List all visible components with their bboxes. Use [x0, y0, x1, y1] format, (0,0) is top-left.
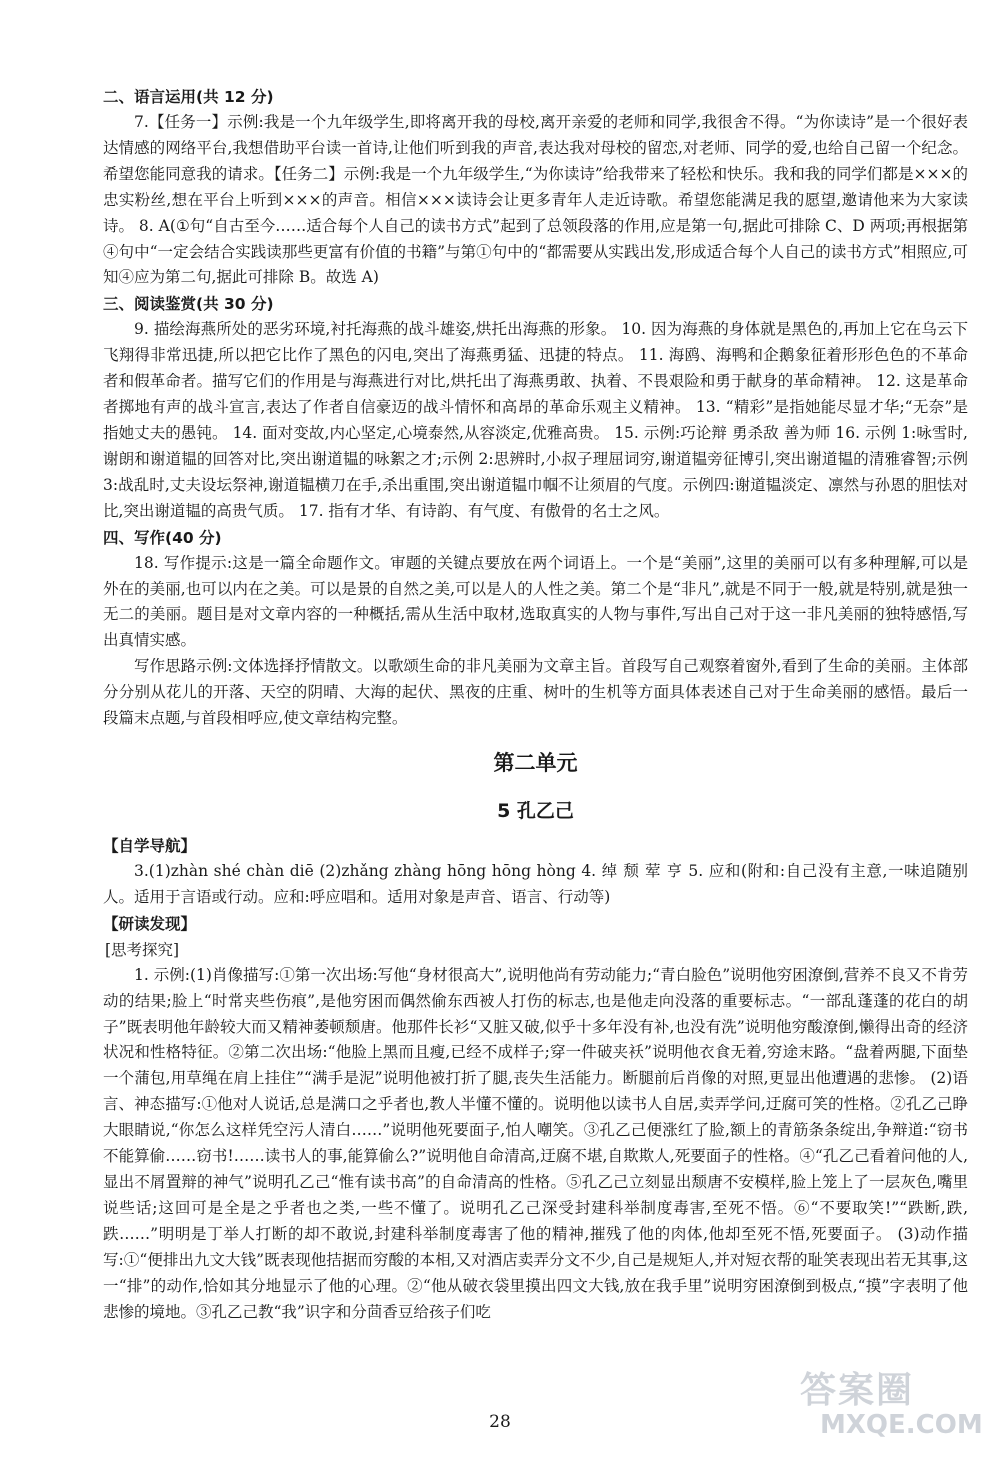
paragraph: 1. 示例:(1)肖像描写:①第一次出场:写他“身材很高大”,说明他尚有劳动能力;“青白脸色”说明他穷困潦倒,营养不良又不肯劳动的结果;脸上“时常夹些伤痕”,是他穷困而偶然偷东西被人打伤的标志,也是他走向没落的重要标志。“一部乱蓬蓬的花白的胡子”既表明他年龄较大而又精神萎顿颓唐。他那件长衫“又脏又破,似乎十多年没有补,也没有洗”说明他穷酸潦倒,懒得出奇的经济状况和性格特征。②第二次出场:“他脸上黑而且瘦,已经不成样子;穿一件破夹袄”说明他衣食无着,穷途末路。“盘着两腿,下面垫一个蒲包,用草绳在肩上挂住”“满手是泥”说明他被打折了腿,丧失生活能力。断腿前后肖像的对照,更显出他遭遇的悲惨。 (2)语言、神态描写:①他对人说话,总是满口之乎者也,教人半懂不懂的。说明他以读书人自居,卖弄学问,迂腐可笑的性格。②孔乙己睁大眼睛说,“你怎么这样凭空污人清白……”说明他死要面子,怕人嘲笑。③孔乙己便涨红了脸,额上的青筋条条绽出,争辩道:“窃书不能算偷……窃书!……读书人的事,能算偷么?”说明他自命清高,迂腐不堪,自欺欺人,死要面子的性格。④“孔乙己看着问他的人,显出不屑置辩的神气”说明孔乙己“惟有读书高”的自命清高的性格。⑤孔乙己立刻显出颓唐不安模样,脸上笼上了一层灰色,嘴里说些话;这回可是全是之乎者也之类,一些不懂了。说明孔乙己深受封建科举制度毒害,至死不悟。⑥“不要取笑!”“跌断,跌,跌……”明明是丁举人打断的却不敢说,封建科举制度毒害了他的精神,摧残了他的肉体,他却至死不悟,死要面子。 (3)动作描写:①“便排出九文大钱”既表现他拮据而穷酸的本相,又对酒店卖弄分文不少,自己是规矩人,并对短衣帮的耻笑表现出若无其事,这一“排”的动作,恰如其分地显示了他的心理。②“他从破衣袋里摸出四文大钱,放在我手里”说明穷困潦倒到极点,“摸”字表明了他悲惨的境地。③孔乙己教“我”识字和分茴香豆给孩子们吃 — [103, 965, 968, 1321]
lesson-title: 5 孔乙己 — [497, 799, 574, 822]
watermark-url: MXQE.COM — [820, 1410, 983, 1440]
self-study-heading: 【自学导航】 — [103, 836, 197, 855]
research-subheading: [思考探究] — [105, 940, 180, 959]
paragraph: 3.(1)zhàn shé chàn diē (2)zhǎng zhàng hōng hōng hòng 4. 绰 颓 荤 亨 5. 应和(附和:自己没有主意,一味追随别人。适用于言语或行动。应和:呼应唱和。适用对象是声音、语言、行动等) — [103, 861, 968, 906]
section-heading-language: 二、语言运用(共 12 分) — [103, 88, 274, 106]
research-heading: 【研读发现】 — [103, 914, 197, 933]
watermark-logo — [800, 1362, 992, 1450]
watermark-brand: 答案圈 — [800, 1370, 915, 1411]
page-content — [103, 84, 968, 1325]
section-heading-reading: 三、阅读鉴赏(共 30 分) — [103, 295, 274, 314]
paragraph: 写作思路示例:文体选择抒情散文。以歌颂生命的非凡美丽为文章主旨。首段写自己观察着窗外,看到了生命的美丽。主体部分分别从花儿的开落、天空的阴晴、大海的起伏、黑夜的庄重、树叶的生机等方面具体表述自己对于生命美丽的感悟。最后一段篇末点题,与首段相呼应,使文章结构完整。 — [103, 657, 968, 728]
unit-title: 第二单元 — [493, 750, 578, 775]
paragraph: 9. 描绘海燕所处的恶劣环境,衬托海燕的战斗雄姿,烘托出海燕的形象。 10. 因为海燕的身体就是黑色的,再加上它在乌云下飞翔得非常迅捷,所以把它比作了黑色的闪电,突出了海燕勇猛、迅捷的特点。 11. 海鸥、海鸭和企鹅象征着形形色色的不革命者和假革命者。描写它们的作用是与海燕进行对比,烘托出了海燕勇敢、执着、不畏艰险和勇于献身的革命精神。 12. 这是革命者掷地有声的战斗宣言,表达了作者自信豪迈的战斗情怀和高昂的革命乐观主义精神。 13. “精彩”是指她能尽显才华;“无奈”是指她丈夫的愚钝。 14. 面对变故,内心坚定,心境泰然,从容淡定,优雅高贵。 15. 示例:巧论辩 勇杀敌 善为师 16. 示例 1:咏雪时,谢朗和谢道韫的回答对比,突出谢道韫的咏絮之才;示例 2:思辨时,小叔子理屈词穷,谢道韫旁征博引,突出谢道韫的清雅睿智;示例 3:战乱时,丈夫设坛祭神,谢道韫横刀在手,杀出重围,突出谢道韫巾帼不让须眉的气度。示例四:谢道韫淡定、凛然与孙恩的胆怯对比,突出谢道韫的高贵气质。 17. 指有才华、有诗韵、有气度、有傲骨的名士之风。 — [103, 320, 968, 520]
section-heading-writing: 四、写作(40 分) — [103, 528, 222, 547]
paragraph: 18. 写作提示:这是一篇全命题作文。审题的关键点要放在两个词语上。一个是“美丽”,这里的美丽可以有多种理解,可以是外在的美丽,也可以内在之美。可以是景的自然之美,可以是人的人性之美。第二个是“非凡”,就是不同于一般,就是特别,就是独一无二的美丽。题目是对文章内容的一种概括,需从生活中取材,选取真实的人物与事件,写出自己对于这一非凡美丽的独特感悟,写出真情实感。 — [103, 553, 968, 650]
page-number: 28 — [489, 1412, 511, 1432]
paragraph: 7.【任务一】示例:我是一个九年级学生,即将离开我的母校,离开亲爱的老师和同学,我很舍不得。“为你读诗”是一个很好表达情感的网络平台,我想借助平台读一首诗,让他们听到我的声音,表达我对母校的留恋,对老师、同学的爱,也给自己留一个纪念。希望您能同意我的请求。【任务二】示例:我是一个九年级学生,“为你读诗”给我带来了轻松和快乐。我和我的同学们都是×××的忠实粉丝,想在平台上听到×××的声音。相信×××读诗会让更多青年人走近诗歌。希望您能满足我的愿望,邀请他来为大家读诗。 8. A(①句“自古至今……适合每个人自己的读书方式”起到了总领段落的作用,应是第一句,据此可排除 C、D 两项;再根据第④句中“一定会结合实践读那些更富有价值的书籍”与第①句中的“都需要从实践出发,形成适合每个人自己的读书方式”相照应,可知④应为第二句,据此可排除 B。故选 A) — [103, 113, 968, 287]
